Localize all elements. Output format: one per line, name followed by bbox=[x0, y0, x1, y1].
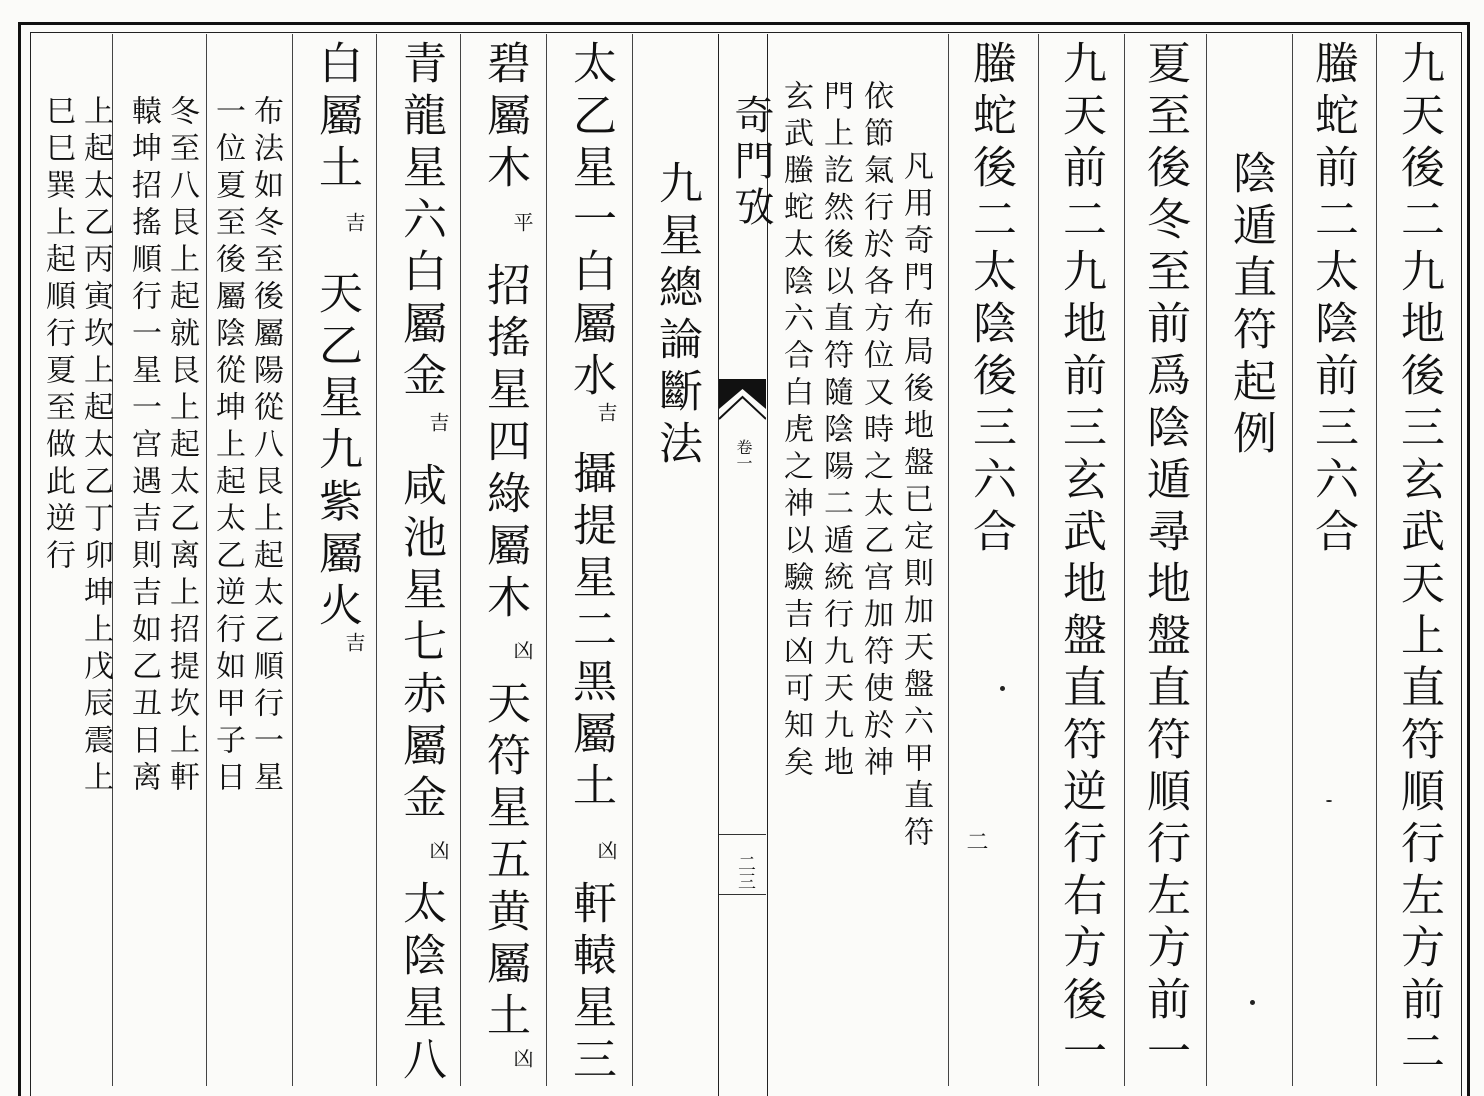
gutter-divider bbox=[719, 834, 766, 835]
column-rule bbox=[292, 34, 293, 1086]
scan-speck bbox=[1250, 1000, 1255, 1005]
commentary-column: 玄武螣蛇太陰六合白虎之神以驗吉凶可知矣 bbox=[778, 80, 813, 783]
text-column: 九天後二九地後三玄武天上直符順行左方前二 bbox=[1393, 40, 1444, 1080]
fortune-note: 吉 bbox=[342, 632, 366, 652]
column-rule bbox=[206, 34, 207, 1086]
text-column: 螣蛇後二太陰後三六合 bbox=[965, 40, 1016, 560]
center-gutter bbox=[718, 34, 774, 1096]
section-title: 九星總論斷法 bbox=[651, 160, 702, 472]
column-rule bbox=[1376, 34, 1377, 1086]
star-entry: 白屬土 bbox=[311, 40, 362, 196]
fortune-note: 平 bbox=[510, 212, 534, 232]
star-entry: 軒轅星三 bbox=[565, 880, 616, 1088]
commentary-column: 凡用奇門布局後地盤已定則加天盤六甲直符 bbox=[898, 150, 933, 853]
star-entry: 天符星五黄屬土 bbox=[479, 680, 530, 1044]
book-title: 奇門攷 bbox=[728, 94, 774, 232]
scan-speck bbox=[1326, 800, 1332, 802]
fortune-note: 凶 bbox=[594, 840, 618, 860]
commentary-column: 巳巳巽上起順行夏至做此逆行 bbox=[40, 95, 75, 576]
star-entry: 太陰星八 bbox=[395, 880, 446, 1088]
star-entry: 咸池星七赤屬金 bbox=[395, 462, 446, 826]
volume-label: 卷一 bbox=[734, 439, 753, 471]
fishtail-mark-icon bbox=[719, 379, 766, 421]
star-entry: 天乙星九紫屬火 bbox=[311, 270, 362, 634]
column-rule bbox=[1038, 34, 1039, 1086]
scan-speck bbox=[1000, 686, 1005, 691]
fortune-note: 凶 bbox=[426, 840, 450, 860]
fortune-note: 凶 bbox=[510, 1048, 534, 1068]
commentary-column: 一位夏至後屬陰從坤上起太乙逆行如甲子日 bbox=[210, 95, 245, 798]
column-rule bbox=[1206, 34, 1207, 1086]
column-rule bbox=[1124, 34, 1125, 1086]
column-rule bbox=[376, 34, 377, 1086]
section-heading: 陰遁直符起例 bbox=[1225, 150, 1276, 462]
text-column: 夏至後冬至前爲陰遁尋地盤直符順行左方前一 bbox=[1139, 40, 1190, 1080]
commentary-column: 門上訖然後以直符隨陰陽二遁統行九天九地 bbox=[818, 80, 853, 783]
text-column: 九天前二九地前三玄武地盤直符逆行右方後一 bbox=[1055, 40, 1106, 1080]
column-rule bbox=[460, 34, 461, 1086]
commentary-column: 轅坤招搖順行一星一宫遇吉則吉如乙丑日离 bbox=[126, 95, 161, 798]
margin-mark: 二 bbox=[963, 830, 988, 852]
fortune-note: 凶 bbox=[510, 640, 534, 660]
column-rule bbox=[948, 34, 949, 1086]
star-entry: 太乙星一白屬水 bbox=[565, 40, 616, 404]
fortune-note: 吉 bbox=[594, 402, 618, 422]
column-rule bbox=[1292, 34, 1293, 1086]
commentary-column: 布法如冬至後屬陽從八艮上起太乙順行一星 bbox=[248, 95, 283, 798]
star-entry: 攝提星二黑屬土 bbox=[565, 450, 616, 814]
column-rule bbox=[546, 34, 547, 1086]
column-rule bbox=[632, 34, 633, 1086]
fortune-note: 吉 bbox=[426, 412, 450, 432]
star-entry: 碧屬木 bbox=[479, 40, 530, 196]
gutter-divider bbox=[719, 894, 766, 895]
page-number: 二三 bbox=[735, 854, 756, 890]
fortune-note: 吉 bbox=[342, 212, 366, 232]
star-entry: 青龍星六白屬金 bbox=[395, 40, 446, 404]
commentary-column: 上起太乙丙寅坎上起太乙丁卯坤上戊辰震上 bbox=[78, 95, 113, 798]
commentary-column: 冬至八艮上起就艮上起太乙离上招提坎上軒 bbox=[164, 95, 199, 798]
commentary-column: 依節氣行於各方位又時之太乙宫加符使於神 bbox=[858, 80, 893, 783]
star-entry: 招搖星四綠屬木 bbox=[479, 262, 530, 626]
text-column: 螣蛇前二太陰前三六合 bbox=[1307, 40, 1358, 560]
